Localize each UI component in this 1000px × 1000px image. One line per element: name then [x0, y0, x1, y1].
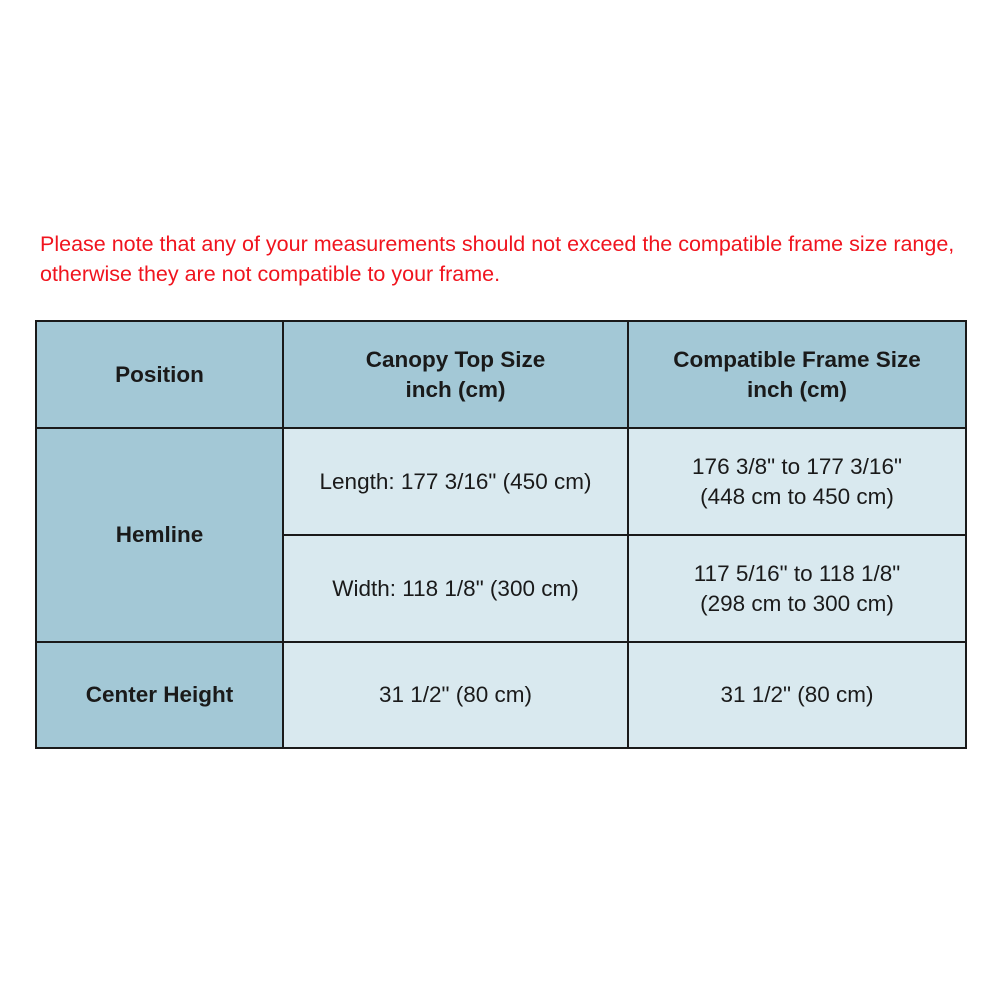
header-frame-line2: inch (cm): [746, 376, 847, 402]
length-frame: [628, 428, 966, 535]
header-canopy: [283, 321, 628, 428]
table-row: [36, 642, 966, 748]
header-row: [36, 321, 966, 428]
header-frame: [628, 321, 966, 428]
hemline-label: [36, 428, 283, 642]
length-frame-line2: (448 cm to 450 cm): [700, 483, 894, 509]
width-frame: [628, 535, 966, 642]
width-canopy: Width: 118 1/8" (300 cm): [283, 535, 628, 642]
header-position-label: Position: [115, 361, 204, 387]
width-frame-line2: (298 cm to 300 cm): [700, 590, 894, 616]
header-canopy-line2: inch (cm): [405, 376, 506, 402]
length-canopy: Length: 177 3/16" (450 cm): [283, 428, 628, 535]
header-canopy-line1: Canopy Top Size: [365, 346, 546, 372]
width-frame-line1: 117 5/16" to 118 1/8": [693, 560, 901, 586]
center-frame: 31 1/2" (80 cm): [628, 642, 966, 748]
hemline-label-text: Hemline: [115, 522, 204, 547]
table-row: [36, 428, 966, 535]
header-frame-line1: Compatible Frame Size: [673, 346, 921, 372]
center-height-label: Center Height: [36, 642, 283, 748]
size-table: [35, 320, 967, 749]
center-canopy: 31 1/2" (80 cm): [283, 642, 628, 748]
length-frame-line1: 176 3/8" to 177 3/16": [692, 453, 902, 479]
compatibility-note: Please note that any of your measurements should not exceed the compatible frame size range, otherwise they are not compatible to your frame.: [40, 232, 955, 286]
header-position: [36, 321, 283, 428]
